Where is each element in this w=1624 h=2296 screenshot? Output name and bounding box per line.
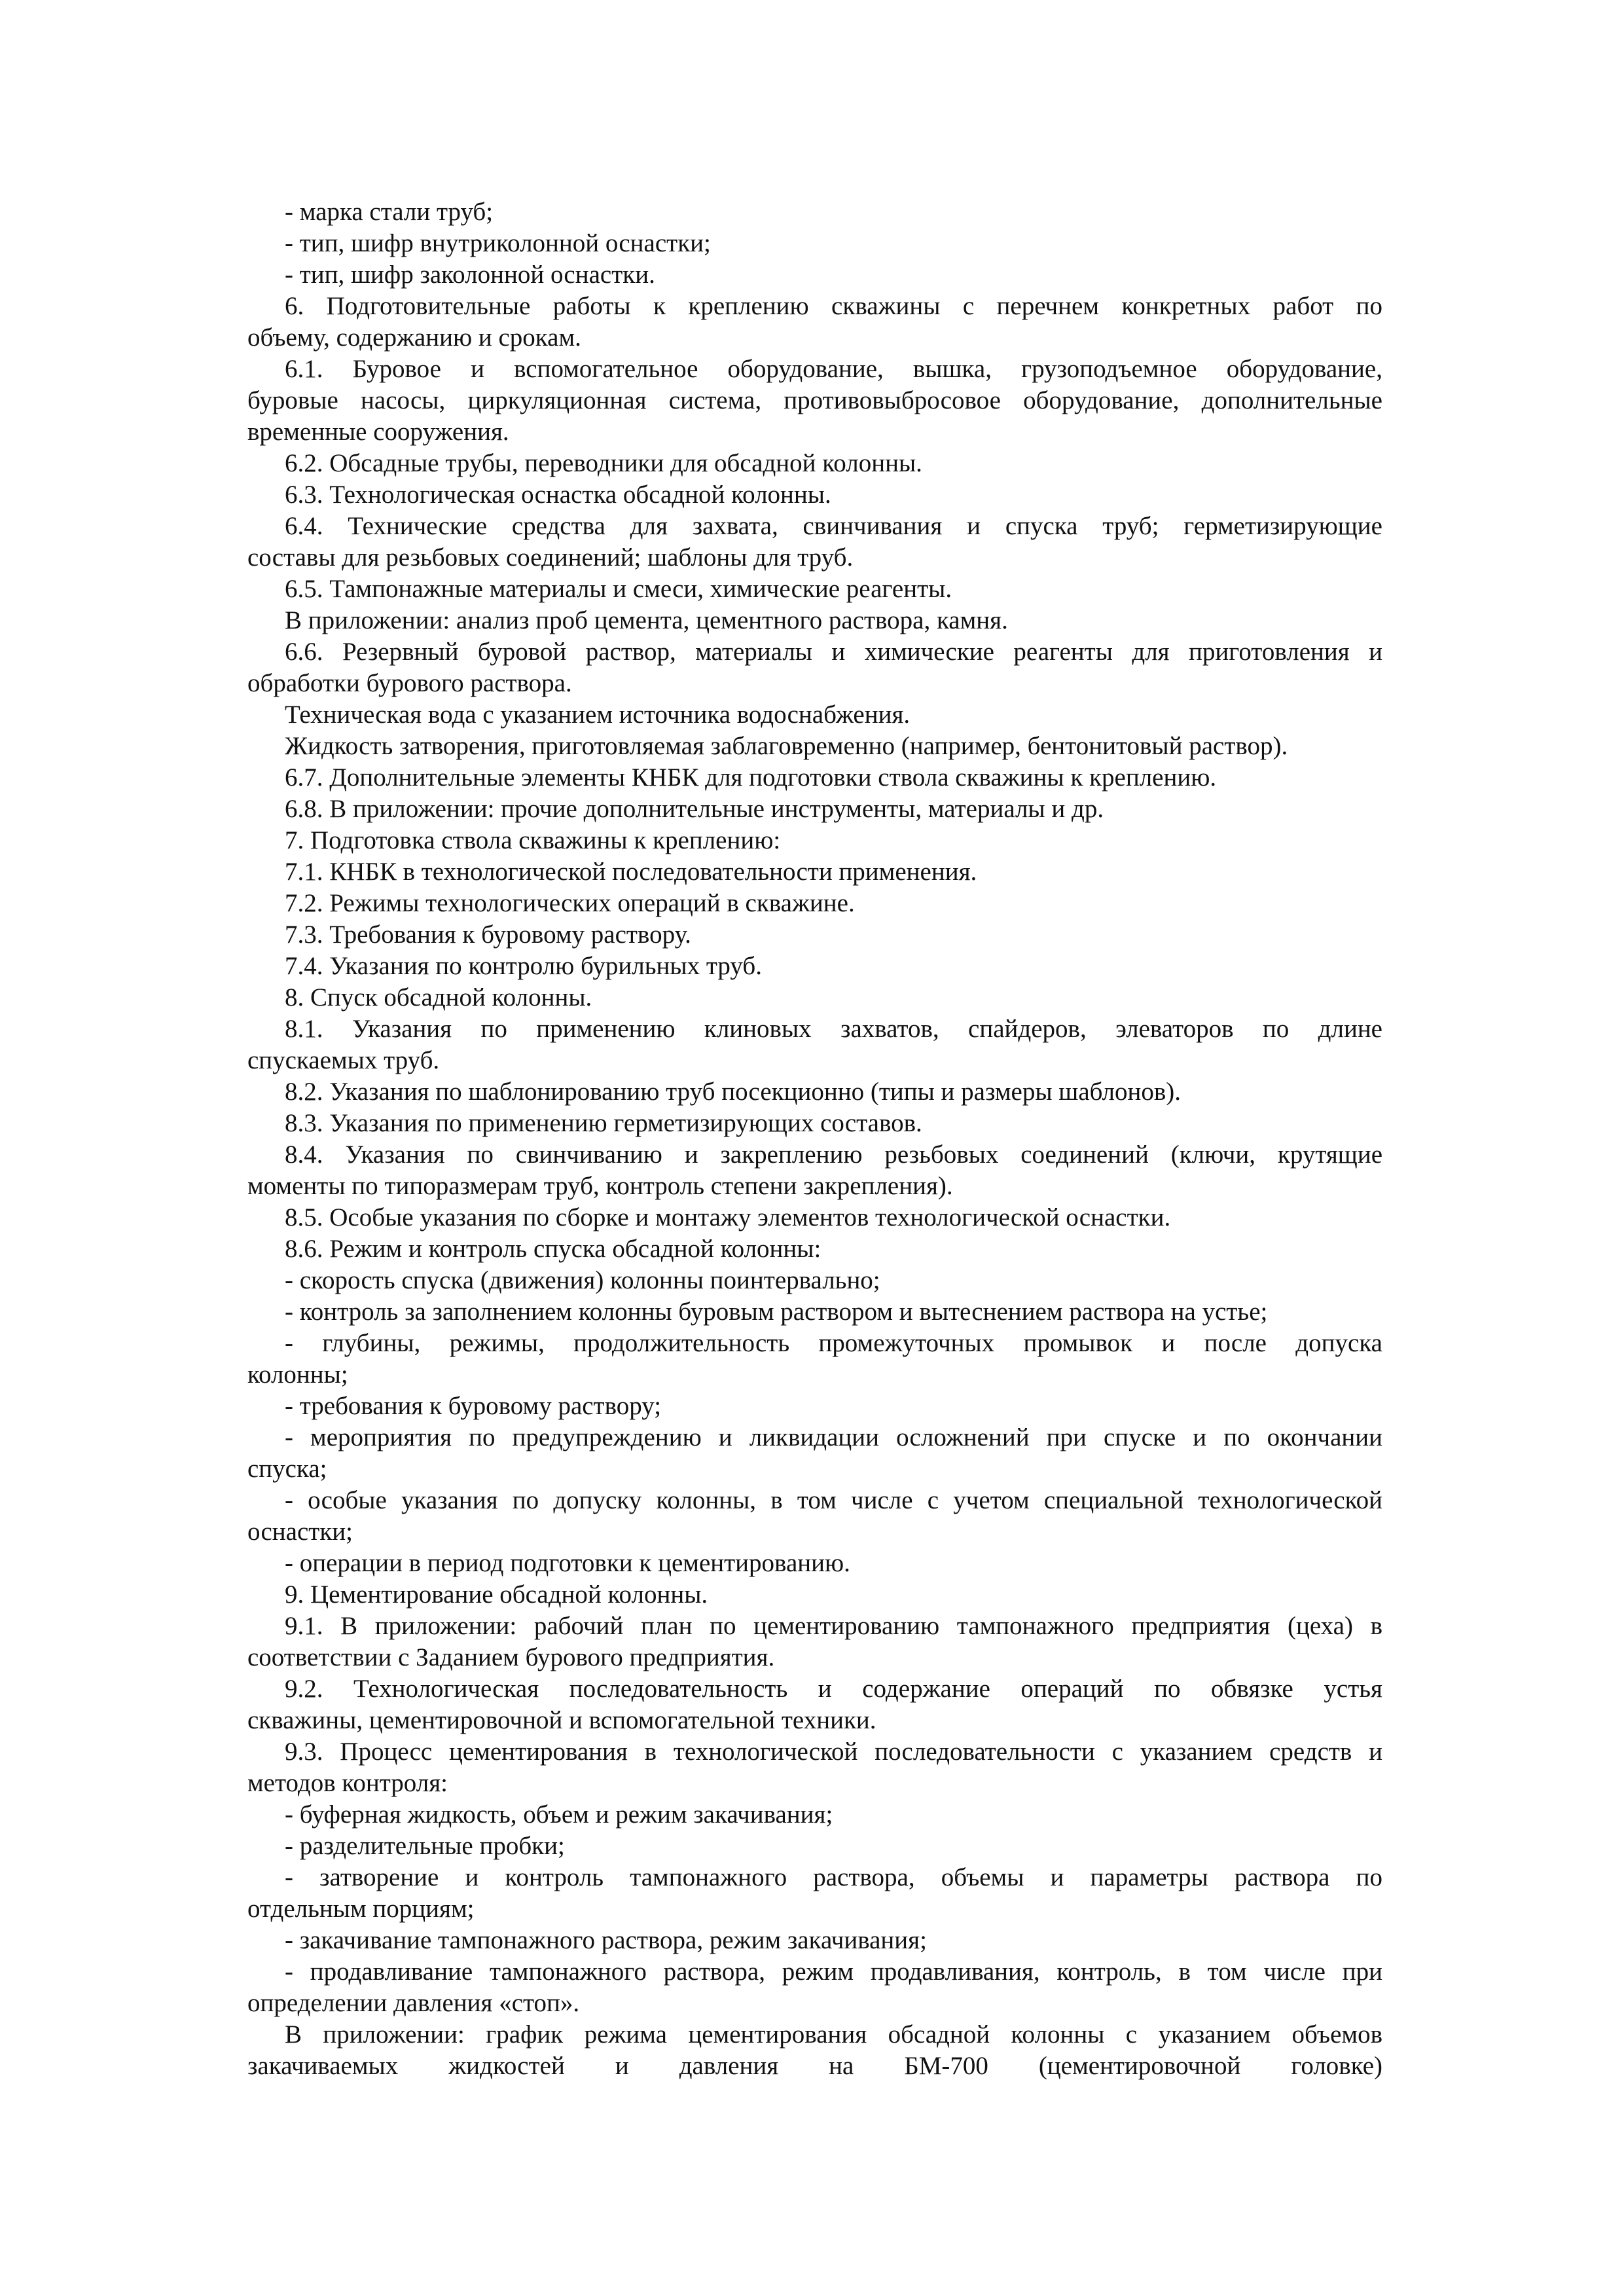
paragraph [247, 793, 1382, 825]
text-line: 6.5. Тампонажные материалы и смеси, химические реагенты. [285, 575, 952, 603]
text-line: - продавливание тампонажного раствора, режим продавливания, контроль, в том числе при [285, 1958, 1382, 1986]
paragraph [247, 1391, 1382, 1422]
paragraph [247, 291, 1382, 354]
text-line: 8. Спуск обсадной колонны. [285, 983, 592, 1011]
paragraph [247, 1422, 1382, 1485]
paragraph [247, 982, 1382, 1013]
paragraph [247, 1013, 1382, 1076]
paragraph [247, 1328, 1382, 1391]
paragraph [247, 699, 1382, 731]
paragraph [247, 511, 1382, 574]
paragraph [247, 448, 1382, 479]
paragraph [247, 1485, 1382, 1548]
text-line: - буферная жидкость, объем и режим закачивания; [285, 1800, 833, 1829]
paragraph [247, 888, 1382, 919]
text-line: буровые насосы, циркуляционная система, противовыбросовое оборудование, дополнительные [247, 386, 1382, 414]
paragraph [247, 762, 1382, 793]
text-line: 9.2. Технологическая последовательность и содержание операций по обвязке устья [285, 1675, 1382, 1703]
paragraph [247, 228, 1382, 259]
text-line: 7.2. Режимы технологических операций в скважине. [285, 889, 855, 917]
text-line: - особые указания по допуску колонны, в том числе с учетом специальной технологической [285, 1486, 1382, 1514]
text-line: 6.6. Резервный буровой раствор, материалы и химические реагенты для приготовления и [285, 638, 1382, 666]
text-line: обработки бурового раствора. [247, 669, 572, 697]
paragraph [247, 2019, 1382, 2082]
paragraph [247, 1956, 1382, 2019]
text-line: - скорость спуска (движения) колонны поинтервально; [285, 1266, 880, 1294]
text-line: отдельным порциям; [247, 1895, 475, 1923]
text-line: 8.5. Особые указания по сборке и монтажу элементов технологической оснастки. [285, 1203, 1171, 1231]
text-line: 6.3. Технологическая оснастка обсадной колонны. [285, 481, 831, 509]
paragraph [247, 856, 1382, 888]
text-line: - марка стали труб; [285, 198, 494, 226]
paragraph [247, 1202, 1382, 1233]
text-line: 6.2. Обсадные трубы, переводники для обсадной колонны. [285, 449, 922, 477]
paragraph [247, 731, 1382, 762]
paragraph [247, 1799, 1382, 1831]
text-line: 8.3. Указания по применению герметизирующих составов. [285, 1109, 922, 1137]
text-line: - затворение и контроль тампонажного раствора, объемы и параметры раствора по [285, 1863, 1382, 1891]
document-page [247, 196, 1382, 2082]
text-line: закачиваемых жидкостей и давления на БМ-700 (цементировочной головке) [247, 2052, 1382, 2080]
text-line: 9.3. Процесс цементирования в технологической последовательности с указанием средств и [285, 1738, 1382, 1766]
text-line: Техническая вода с указанием источника водоснабжения. [285, 701, 911, 729]
text-line: объему, содержанию и срокам. [247, 323, 581, 352]
text-line: 8.4. Указания по свинчиванию и закреплению резьбовых соединений (ключи, крутящие [285, 1140, 1382, 1169]
text-line: 6.8. В приложении: прочие дополнительные инструменты, материалы и др. [285, 795, 1104, 823]
paragraph [247, 1233, 1382, 1265]
paragraph [247, 951, 1382, 982]
paragraph [247, 1108, 1382, 1139]
text-line: Жидкость затворения, приготовляемая заблаговременно (например, бентонитовый раствор). [285, 732, 1288, 760]
text-line: составы для резьбовых соединений; шаблоны для труб. [247, 543, 854, 572]
text-line: определении давления «стоп». [247, 1989, 580, 2017]
text-line: скважины, цементировочной и вспомогательной техники. [247, 1706, 876, 1734]
text-line: - закачивание тампонажного раствора, режим закачивания; [285, 1926, 927, 1954]
text-line: 6.1. Буровое и вспомогательное оборудование, вышка, грузоподъемное оборудование, [285, 355, 1382, 383]
paragraph [247, 1673, 1382, 1736]
paragraph [247, 354, 1382, 448]
text-line: 7.4. Указания по контролю бурильных труб. [285, 952, 762, 980]
text-line: оснастки; [247, 1518, 353, 1546]
paragraph [247, 1579, 1382, 1611]
text-line: спускаемых труб. [247, 1046, 440, 1074]
text-line: временные сооружения. [247, 418, 509, 446]
text-line: 9. Цементирование обсадной колонны. [285, 1580, 708, 1609]
text-line: спуска; [247, 1455, 327, 1483]
text-line: 8.1. Указания по применению клиновых захватов, спайдеров, элеваторов по длине [285, 1015, 1382, 1043]
text-line: 6. Подготовительные работы к креплению скважины с перечнем конкретных работ по [285, 292, 1382, 320]
paragraph [247, 1296, 1382, 1328]
text-line: - разделительные пробки; [285, 1832, 565, 1860]
text-line: - глубины, режимы, продолжительность промежуточных промывок и после допуска [285, 1329, 1382, 1357]
paragraph [247, 1831, 1382, 1862]
paragraph [247, 1925, 1382, 1956]
text-line: 8.6. Режим и контроль спуска обсадной колонны: [285, 1235, 821, 1263]
paragraph [247, 1862, 1382, 1925]
text-line: колонны; [247, 1360, 348, 1389]
paragraph [247, 1736, 1382, 1799]
text-line: - тип, шифр внутриколонной оснастки; [285, 229, 711, 257]
paragraph [247, 1265, 1382, 1296]
text-line: 6.4. Технические средства для захвата, свинчивания и спуска труб; герметизирующие [285, 512, 1382, 540]
text-line: соответствии с Заданием бурового предприятия. [247, 1643, 775, 1671]
text-line: 7.1. КНБК в технологической последовательности применения. [285, 858, 977, 886]
text-line: - мероприятия по предупреждению и ликвидации осложнений при спуске и по окончании [285, 1423, 1382, 1451]
paragraph [247, 636, 1382, 699]
text-line: моменты по типоразмерам труб, контроль степени закрепления). [247, 1172, 953, 1200]
text-line: В приложении: график режима цементирования обсадной колонны с указанием объемов [285, 2020, 1382, 2049]
paragraph [247, 479, 1382, 511]
text-line: - тип, шифр заколонной оснастки. [285, 261, 655, 289]
text-line: методов контроля: [247, 1769, 448, 1797]
text-line: - операции в период подготовки к цементированию. [285, 1549, 850, 1577]
paragraph [247, 1611, 1382, 1673]
text-line: 6.7. Дополнительные элементы КНБК для подготовки ствола скважины к креплению. [285, 763, 1217, 792]
text-line: В приложении: анализ проб цемента, цементного раствора, камня. [285, 606, 1008, 634]
paragraph [247, 605, 1382, 636]
text-line: - требования к буровому раствору; [285, 1392, 662, 1420]
paragraph [247, 919, 1382, 951]
paragraph [247, 1076, 1382, 1108]
paragraph [247, 1548, 1382, 1579]
paragraph [247, 259, 1382, 291]
text-line: 7. Подготовка ствола скважины к креплению: [285, 826, 781, 854]
paragraph [247, 1139, 1382, 1202]
text-line: 9.1. В приложении: рабочий план по цементированию тампонажного предприятия (цеха) в [285, 1612, 1382, 1640]
paragraph [247, 196, 1382, 228]
text-line: 8.2. Указания по шаблонированию труб посекционно (типы и размеры шаблонов). [285, 1078, 1181, 1106]
text-line: - контроль за заполнением колонны буровым раствором и вытеснением раствора на устье; [285, 1298, 1268, 1326]
paragraph [247, 825, 1382, 856]
paragraph [247, 574, 1382, 605]
text-line: 7.3. Требования к буровому раствору. [285, 920, 691, 949]
